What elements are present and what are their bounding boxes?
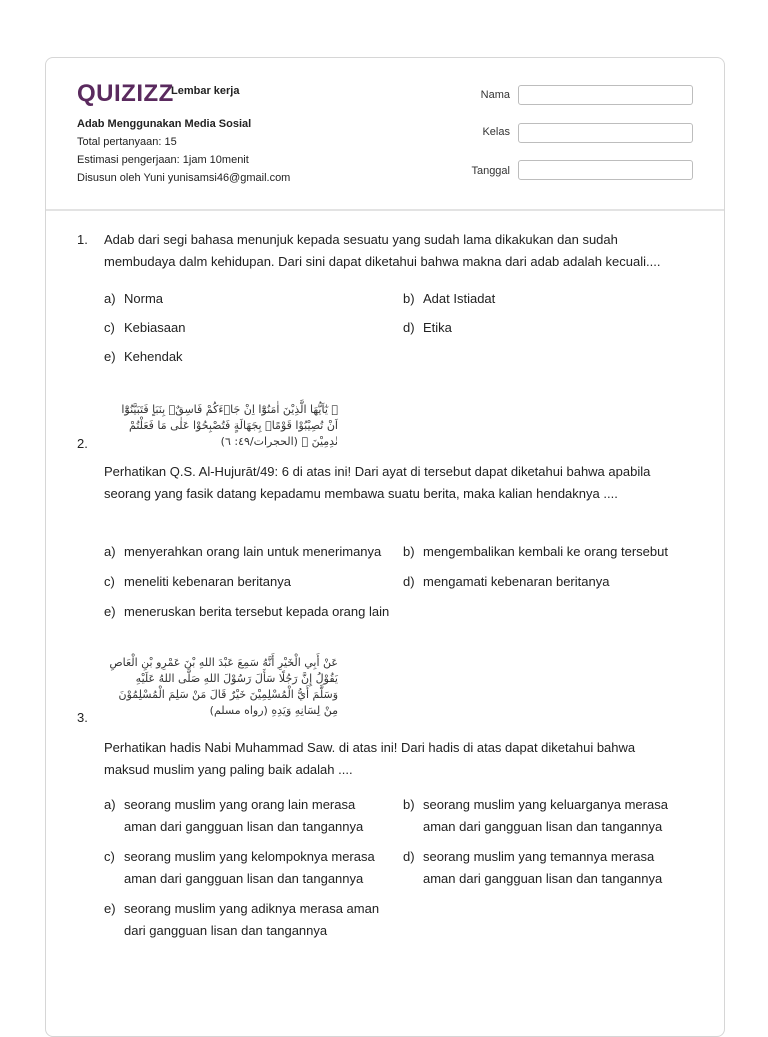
option-label: c) [104, 320, 115, 335]
option-label: e) [104, 901, 116, 916]
option-label: a) [104, 291, 116, 306]
option-text: menyerahkan orang lain untuk menerimanya [124, 544, 382, 559]
option-text: mengamati kebenaran beritanya [423, 574, 610, 589]
option-text: Adat Istiadat [423, 291, 496, 306]
question-text: Perhatikan Q.S. Al-Hujurāt/49: 6 di atas ini! Dari ayat di tersebut dapat diketahui bahwa apabila seorang yang fasik datang kepadamu membawa suatu berita, maka kalian hendaknya .... [104, 464, 651, 501]
option-text: Norma [124, 291, 164, 306]
option-label: e) [104, 604, 116, 619]
class-label: Kelas [482, 126, 510, 138]
question-number: 1. [77, 232, 88, 247]
option-label: a) [104, 797, 116, 812]
option-label: d) [403, 574, 415, 589]
class-field[interactable] [518, 123, 693, 143]
option-text: seorang muslim yang orang lain merasa aman dari gangguan lisan dan tangannya [124, 797, 364, 834]
option-text: seorang muslim yang keluarganya merasa aman dari gangguan lisan dan tangannya [423, 797, 668, 834]
question-text: Adab dari segi bahasa menunjuk kepada sesuatu yang sudah lama dikakukan dan sudah membudaya dalm kehidupan. Dari sini dapat diketahui bahwa makna dari adab adalah kecuali.... [104, 232, 661, 269]
option-label: b) [403, 291, 415, 306]
option-text: Kebiasaan [124, 320, 186, 335]
option-text: Etika [423, 320, 452, 335]
option-text: meneliti kebenaran beritanya [124, 574, 291, 589]
quizizz-logo: QUIZIZZ [77, 80, 174, 107]
total-questions: Total pertanyaan: 15 [77, 136, 177, 148]
question-number: 2. [77, 436, 88, 451]
option-label: b) [403, 544, 415, 559]
option-label: e) [104, 349, 116, 364]
estimated-time: Estimasi pengerjaan: 1jam 10menit [77, 154, 249, 166]
option-label: c) [104, 574, 115, 589]
option-label: d) [403, 320, 415, 335]
name-label: Nama [480, 89, 510, 101]
author-info: Disusun oleh Yuni yunisamsi46@gmail.com [77, 172, 291, 184]
sheet-type-label: Lembar kerja [171, 85, 240, 97]
worksheet [45, 57, 725, 1037]
option-text: seorang muslim yang kelompoknya merasa aman dari gangguan lisan dan tangannya [124, 849, 375, 886]
quran-verse-image: ﴿ يٰٓاَيُّهَا الَّذِيْنَ اٰمَنُوْٓا اِنْ جَاۤءَكُمْ فَاسِقٌۢ بِنَبَاٍ فَتَبَيَّنُوْٓا اَنْ تُصِيْبُوْا قَوْمًاۢ بِجَهَالَةٍ فَتُصْبِحُوْا عَلٰى مَا فَعَلْتُمْ نٰدِمِيْنَ ﴾ (الحجرات/٤٩: ٦) [121, 403, 338, 448]
option-text: mengembalikan kembali ke orang tersebut [423, 544, 668, 559]
date-field[interactable] [518, 160, 693, 180]
option-text: seorang muslim yang temannya merasa aman dari gangguan lisan dan tangannya [423, 849, 663, 886]
name-field[interactable] [518, 85, 693, 105]
worksheet-header [46, 58, 724, 211]
date-label: Tanggal [471, 165, 510, 177]
option-label: c) [104, 849, 115, 864]
option-text: Kehendak [124, 349, 183, 364]
option-label: b) [403, 797, 415, 812]
option-label: d) [403, 849, 415, 864]
option-text: seorang muslim yang adiknya merasa aman dari gangguan lisan dan tangannya [124, 901, 380, 938]
worksheet-title: Adab Menggunakan Media Sosial [77, 118, 252, 130]
option-label: a) [104, 544, 116, 559]
question-number: 3. [77, 710, 88, 725]
option-text: meneruskan berita tersebut kepada orang lain [124, 604, 390, 619]
question-text: Perhatikan hadis Nabi Muhammad Saw. di atas ini! Dari hadis di atas dapat diketahui bahwa maksud muslim yang paling baik adalah .... [104, 740, 636, 777]
hadith-image: عَنْ أَبِي الْخَيْرِ أَنَّهُ سَمِعَ عَبْدَ اللهِ بْنَ عَمْرِو بْنِ الْعَاصِ يَقُوْلُ إِنَّ رَجُلًا سَأَلَ رَسُوْلَ اللهِ صَلَّى اللهُ عَلَيْهِ وَسَلَّمَ أَيُّ الْمُسْلِمِيْنَ خَيْرٌ قَالَ مَنْ سَلِمَ الْمُسْلِمُوْنَ مِنْ لِسَانِهِ وَيَدِهِ (رواه مسلم) [109, 656, 338, 717]
